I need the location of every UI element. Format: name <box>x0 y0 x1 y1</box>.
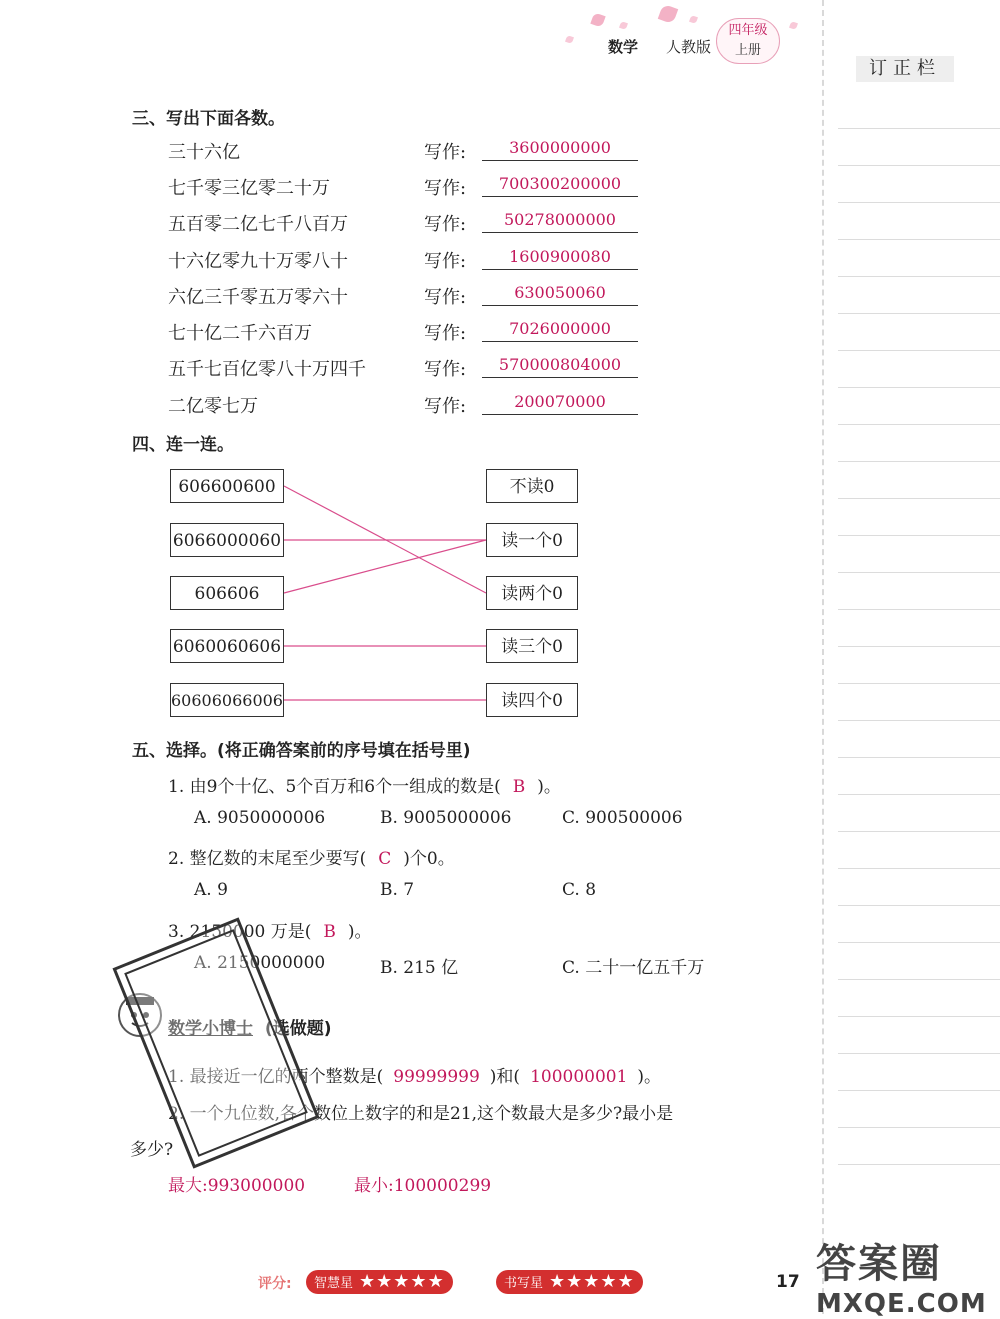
reading-box-1[interactable]: 不读0 <box>486 469 578 503</box>
number-words-1: 三十六亿 <box>168 142 240 163</box>
watermark-logo <box>816 1232 994 1319</box>
question-1-answer[interactable]: B <box>512 777 526 797</box>
number-box-4[interactable]: 6060060606 <box>170 629 284 663</box>
option-3a[interactable]: A. 2150000000 <box>194 953 326 973</box>
volume-label: 上册 <box>734 43 761 58</box>
answer-field-4[interactable]: 1600900080 <box>482 245 638 270</box>
number-words-2: 七千零三亿零二十万 <box>168 178 330 199</box>
write-label-1: 写作: <box>424 142 467 163</box>
number-box-5[interactable]: 60606066006 <box>170 683 284 717</box>
option-3c[interactable]: C. 二十一亿五千万 <box>562 958 705 978</box>
write-label-6: 写作: <box>424 323 467 344</box>
option-1b[interactable]: B. 9005000006 <box>380 808 512 828</box>
match-line <box>284 540 486 593</box>
header-edition: 人教版 <box>666 38 712 56</box>
write-label-7: 写作: <box>424 359 467 380</box>
correction-column-title: 订正栏 <box>856 56 954 82</box>
wisdom-star-label: 智慧星 <box>314 1276 354 1291</box>
write-label-8: 写作: <box>424 396 467 417</box>
section4-title: 四、连一连。 <box>132 435 234 455</box>
reading-box-4[interactable]: 读三个0 <box>486 629 578 663</box>
question-3-stem-end: )。 <box>347 922 372 942</box>
reading-box-5[interactable]: 读四个0 <box>486 683 578 717</box>
question-3-answer[interactable]: B <box>323 922 336 942</box>
question-2-stem-end: )个0。 <box>403 849 455 869</box>
question-2-answer[interactable]: C <box>378 849 392 869</box>
option-1c[interactable]: C. 900500006 <box>562 808 683 828</box>
answer-field-3[interactable]: 50278000000 <box>482 208 638 233</box>
answer-field-8[interactable]: 200070000 <box>482 390 638 415</box>
question-2-stem: 2. 整亿数的末尾至少要写( <box>168 849 367 869</box>
number-words-8: 二亿零七万 <box>168 396 258 417</box>
question-3-stem: 3. 2150000 万是( <box>168 922 312 942</box>
question-2 <box>168 844 455 869</box>
option-3b[interactable]: B. 215 亿 <box>380 958 459 978</box>
bonus-answer-min[interactable]: 最小:100000299 <box>354 1176 492 1196</box>
option-2a[interactable]: A. 9 <box>194 880 228 900</box>
number-box-2[interactable]: 6066000060 <box>170 523 284 557</box>
number-words-3: 五百零二亿七千八百万 <box>168 214 348 235</box>
page-number: 17 <box>776 1272 800 1292</box>
question-1-stem: 1. 由9个十亿、5个百万和6个一组成的数是( <box>168 777 501 797</box>
bonus-subtitle: (选做题) <box>264 1019 332 1039</box>
number-words-4: 十六亿零九十万零八十 <box>168 251 348 272</box>
number-words-6: 七十亿二千六百万 <box>168 323 312 344</box>
header-subject: 数学 <box>608 38 639 56</box>
write-label-2: 写作: <box>424 178 467 199</box>
option-1a[interactable]: A. 9050000006 <box>194 808 326 828</box>
star-icons: ★★★★★ <box>549 1271 635 1292</box>
writing-star-rating[interactable] <box>496 1270 643 1294</box>
option-2c[interactable]: C. 8 <box>562 880 597 900</box>
answer-field-1[interactable]: 3600000000 <box>482 136 638 161</box>
score-label: 评分: <box>258 1276 292 1292</box>
watermark-title: 答案圈 <box>816 1241 942 1287</box>
section5-title: 五、选择。(将正确答案前的序号填在括号里) <box>132 741 471 761</box>
bonus-title-text: 数学小博士 <box>168 1019 253 1039</box>
star-icons: ★★★★★ <box>359 1271 445 1292</box>
write-label-5: 写作: <box>424 287 467 308</box>
bonus-q1-answer1[interactable]: 99999999 <box>393 1067 480 1087</box>
section3-title: 三、写出下面各数。 <box>132 109 285 129</box>
bonus-answer-max[interactable]: 最大:993000000 <box>168 1176 306 1196</box>
answer-field-5[interactable]: 630050060 <box>482 281 638 306</box>
question-1-stem-end: )。 <box>537 777 561 797</box>
bonus-q1-middle: )和( <box>489 1067 521 1087</box>
number-box-1[interactable]: 606600600 <box>170 469 284 503</box>
bonus-q1-answer2[interactable]: 100000001 <box>530 1067 628 1087</box>
write-label-4: 写作: <box>424 251 467 272</box>
watermark-url: MXQE.COM <box>816 1289 987 1319</box>
question-1 <box>168 772 561 797</box>
wisdom-star-rating[interactable] <box>306 1270 453 1294</box>
bonus-question-2-line1: 2. 一个九位数,各个数位上数字的和是21,这个数最大是多少?最小是 <box>168 1104 674 1124</box>
reading-box-3[interactable]: 读两个0 <box>486 576 578 610</box>
option-2b[interactable]: B. 7 <box>380 880 415 900</box>
number-words-5: 六亿三千零五万零六十 <box>168 287 348 308</box>
number-words-7: 五千七百亿零八十万四千 <box>168 359 366 380</box>
writing-star-label: 书写星 <box>504 1276 544 1291</box>
bonus-q1-end: )。 <box>637 1067 662 1087</box>
write-label-3: 写作: <box>424 214 467 235</box>
answer-field-2[interactable]: 700300200000 <box>482 172 638 197</box>
grade-label: 四年级 <box>728 23 768 38</box>
number-box-3[interactable]: 606606 <box>170 576 284 610</box>
bonus-question-2-line2: 多少? <box>130 1140 174 1160</box>
bonus-q1-stem: 1. 最接近一亿的两个整数是( <box>168 1067 384 1087</box>
answer-field-6[interactable]: 7026000000 <box>482 317 638 342</box>
reading-box-2[interactable]: 读一个0 <box>486 523 578 557</box>
answer-field-7[interactable]: 570000804000 <box>482 353 638 378</box>
